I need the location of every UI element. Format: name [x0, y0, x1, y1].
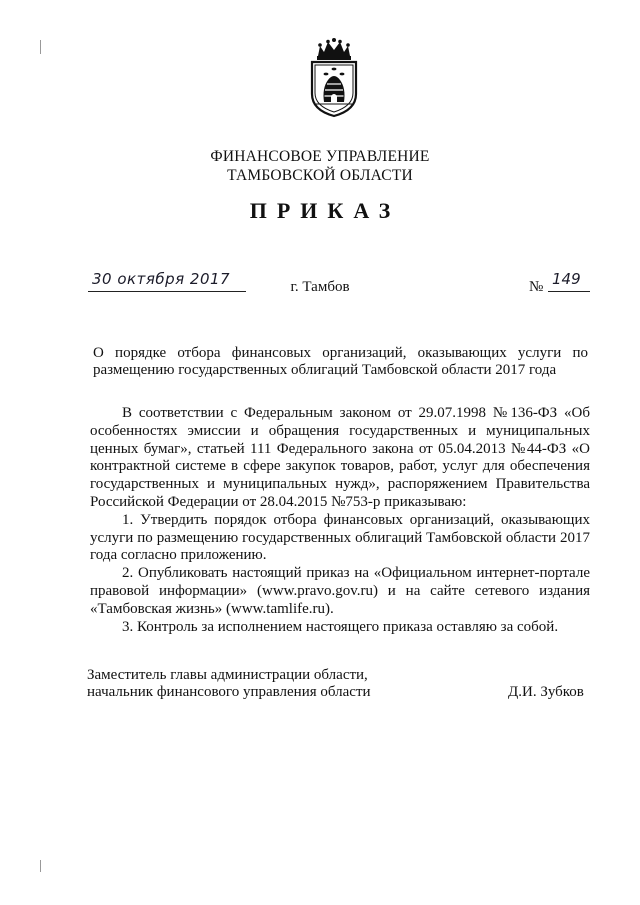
order-item-1: 1. Утвердить порядок отбора финансовых организаций, оказывающих услуги по размещению государственных облигаций Тамбовской области 2017 года согласно приложению.: [90, 511, 590, 564]
scan-margin-mark: [40, 40, 41, 54]
handwritten-number: 149: [552, 270, 581, 288]
document-type-title: ПРИКАЗ: [249, 198, 401, 223]
handwritten-date: 30 октября 2017: [92, 270, 231, 288]
order-item-2: 2. Опубликовать настоящий приказ на «Официальном интернет-портале правовой информации» (www.pravo.gov.ru) и на сайте сетевого издания «Тамбовская жизнь» (www.tamlife.ru).: [90, 565, 590, 617]
order-item-3: 3. Контроль за исполнением настоящего приказа оставляю за собой.: [122, 618, 559, 635]
number-underline: [548, 291, 590, 292]
city-name: г. Тамбов: [290, 279, 350, 295]
scan-margin-mark: [40, 860, 41, 872]
signatory-position-line1: Заместитель главы администрации области,: [87, 667, 368, 683]
organization-name-line2: ТАМБОВСКОЙ ОБЛАСТИ: [227, 167, 413, 184]
order-subject: О порядке отбора финансовых организаций, оказывающих услуги по размещению государственных облигаций Тамбовской области 2017 года: [93, 345, 588, 378]
signatory-name: Д.И. Зубков: [508, 684, 584, 700]
organization-name-line1: ФИНАНСОВОЕ УПРАВЛЕНИЕ: [210, 148, 430, 165]
signatory-position-line2: начальник финансового управления области: [87, 684, 371, 700]
preamble-paragraph: В соответствии с Федеральным законом от 29.07.1998 №136-ФЗ «Об особенностях эмиссии и обращения государственных и муниципальных ценных бумаг», статьей 111 Федерального закона от 05.04.2013 №44-ФЗ «О контрактной системе в сфере закупок товаров, работ, услуг для обеспечения государственных и муниципальных нужд», распоряжением Правительства Российской Федерации от 28.04.2015 №753-р приказываю:: [90, 405, 590, 510]
number-label: №: [529, 279, 544, 295]
order-body: [90, 405, 590, 636]
signatory-position: [87, 667, 371, 701]
coat-of-arms-icon: [302, 38, 366, 118]
